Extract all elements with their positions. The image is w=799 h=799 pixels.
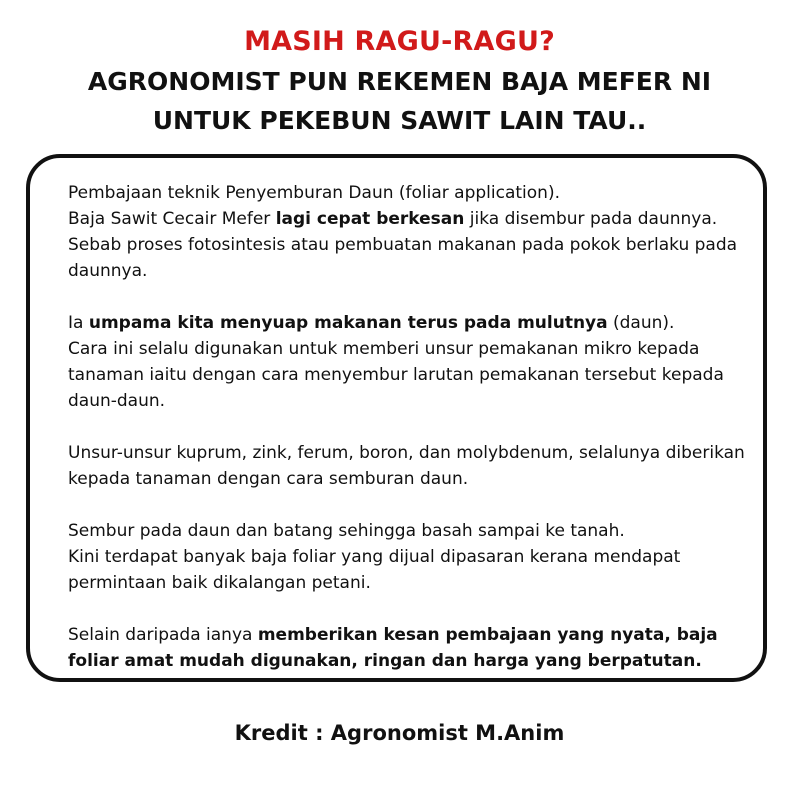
p5-text: Selain daripada ianya [68, 625, 258, 645]
p1-line-2a: Baja Sawit Cecair Mefer [68, 209, 276, 229]
paragraph-1 [68, 180, 749, 284]
credit-line: Kredit : Agronomist M.Anim [234, 721, 565, 745]
p1-line-1: Pembajaan teknik Penyemburan Daun (foliar application). [68, 183, 560, 203]
p2-line-1c: (daun). [607, 313, 675, 333]
p2-line-2: Cara ini selalu digunakan untuk memberi unsur pemakanan mikro kepada tanaman iaitu dengan cara menyembur larutan pemakanan tersebut kepada daun-daun. [68, 339, 724, 411]
p2-line-1-bold: umpama kita menyuap makanan terus pada mulutnya [88, 313, 608, 333]
p5-bold: memberikan kesan pembajaan yang nyata, baja foliar amat mudah digunakan, ringan dan harga yang berpatutan. [68, 625, 718, 671]
p4-line-1: Sembur pada daun dan batang sehingga basah sampai ke tanah. [68, 521, 625, 541]
paragraph-5 [68, 622, 749, 674]
p4-line-2: Kini terdapat banyak baja foliar yang dijual dipasaran kerana mendapat permintaan baik dikalangan petani. [68, 547, 681, 593]
paragraph-4 [68, 518, 749, 596]
p1-line-2c: jika disembur pada daunnya. [464, 209, 718, 229]
p2-line-1a: Ia [68, 313, 89, 333]
p1-line-2-bold: lagi cepat berkesan [275, 209, 465, 229]
paragraph-3 [68, 440, 749, 492]
headline-line-2: UNTUK PEKEBUN SAWIT LAIN TAU.. [152, 106, 647, 135]
p3-text: Unsur-unsur kuprum, zink, ferum, boron, dan molybdenum, selalunya diberikan kepada tanaman dengan cara semburan daun. [68, 443, 745, 489]
p1-line-3: Sebab proses fotosintesis atau pembuatan makanan pada pokok berlaku pada daunnya. [68, 235, 738, 281]
headline-question: MASIH RAGU-RAGU? [244, 26, 555, 57]
headline-line-1: AGRONOMIST PUN REKEMEN BAJA MEFER NI [87, 67, 712, 96]
content-box [26, 154, 767, 682]
paragraph-2 [68, 310, 749, 414]
